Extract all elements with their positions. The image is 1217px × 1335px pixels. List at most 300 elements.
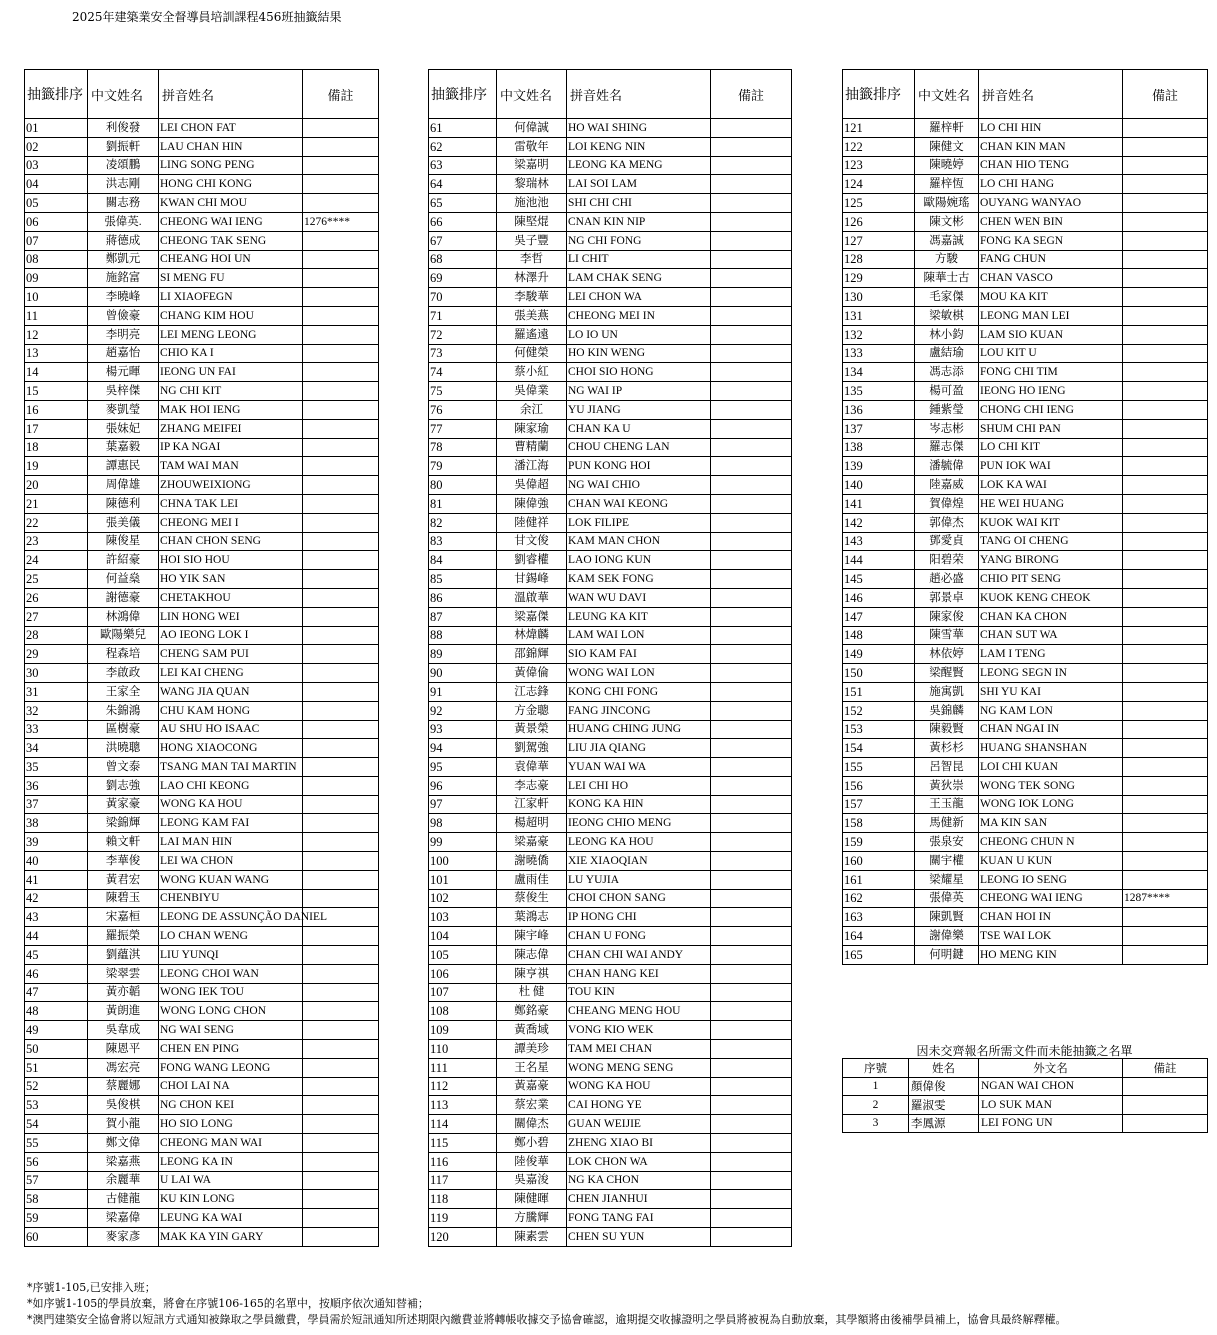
cell-note [303, 137, 379, 156]
cell-pinyin-name: CAI HONG YE [567, 1096, 711, 1115]
cell-note [711, 908, 792, 927]
cell-cn-name: 吳嘉浚 [497, 1171, 567, 1190]
cell-cn-name: 楊超明 [497, 814, 567, 833]
cell-pinyin-name: CHEONG MEI IN [567, 306, 711, 325]
cell-note [711, 288, 792, 307]
table-row [429, 1096, 792, 1115]
cell-cn-name: 謝偉樂 [915, 927, 979, 946]
cell-seq: 69 [429, 269, 497, 288]
cell-note [1123, 175, 1208, 194]
cell-note [1123, 570, 1208, 589]
cell-seq: 122 [843, 137, 915, 156]
cell-cn-name: 洪志剛 [88, 175, 159, 194]
cell-note [303, 476, 379, 495]
cell-seq: 140 [843, 476, 915, 495]
cell-cn-name: 馮嘉誠 [915, 231, 979, 250]
table-row [429, 269, 792, 288]
cell-note [711, 1209, 792, 1228]
cell-cn-name: 張偉英. [88, 212, 159, 231]
cell-cn-name: 甘文俊 [497, 532, 567, 551]
cell-seq: 05 [25, 194, 88, 213]
unable-header-note: 備註 [1123, 1059, 1208, 1078]
cell-cn-name: 張美燕 [497, 306, 567, 325]
table-row [25, 720, 379, 739]
cell-cn-name: 黃景榮 [497, 720, 567, 739]
cell-seq: 59 [25, 1209, 88, 1228]
cell-cn-name: 方騰輝 [497, 1209, 567, 1228]
cell-cn-name: 陳恩平 [88, 1040, 159, 1059]
cell-note [303, 739, 379, 758]
cell-note [303, 701, 379, 720]
cell-note [1123, 382, 1208, 401]
cell-cn-name: 陳堅焜 [497, 212, 567, 231]
cell-pinyin-name: HE WEI HUANG [979, 494, 1123, 513]
cell-pinyin-name: WONG IOK LONG [979, 795, 1123, 814]
table-row [429, 1040, 792, 1059]
cell-seq: 89 [429, 645, 497, 664]
cell-cn-name: 古健龍 [88, 1190, 159, 1209]
table-row [25, 1040, 379, 1059]
cell-cn-name: 羅振榮 [88, 927, 159, 946]
cell-pinyin-name: CNAN KIN NIP [567, 212, 711, 231]
cell-cn-name: 劉志強 [88, 776, 159, 795]
cell-note [1123, 852, 1208, 871]
cell-seq: 17 [25, 419, 88, 438]
table-row [429, 288, 792, 307]
cell-note [303, 1096, 379, 1115]
table-row [25, 814, 379, 833]
cell-pinyin-name: CHAN NGAI IN [979, 720, 1123, 739]
cell-seq: 147 [843, 607, 915, 626]
cell-cn-name: 吳俊棋 [88, 1096, 159, 1115]
table-row [429, 889, 792, 908]
cell-pinyin-name: MOU KA KIT [979, 288, 1123, 307]
cell-note [711, 363, 792, 382]
table-row [25, 269, 379, 288]
cell-note [303, 119, 379, 138]
cell-seq: 55 [25, 1134, 88, 1153]
cell-pinyin-name: HO KIN WENG [567, 344, 711, 363]
cell-seq: 74 [429, 363, 497, 382]
cell-cn-name: 黃狄崇 [915, 776, 979, 795]
cell-cn-name: 林澤升 [497, 269, 567, 288]
cell-note [711, 250, 792, 269]
cell-cn-name: 馬健新 [915, 814, 979, 833]
cell-seq: 163 [843, 908, 915, 927]
unable-seq: 1 [843, 1077, 909, 1096]
cell-note [711, 795, 792, 814]
page-title: 2025年建築業安全督導員培訓課程456班抽籤結果 [72, 10, 342, 24]
cell-pinyin-name: LEI CHON FAT [159, 119, 303, 138]
table-row [843, 833, 1208, 852]
cell-cn-name: 溫啟華 [497, 588, 567, 607]
cell-pinyin-name: MA KIN SAN [979, 814, 1123, 833]
table-row [25, 419, 379, 438]
cell-note [1123, 325, 1208, 344]
cell-seq: 86 [429, 588, 497, 607]
cell-pinyin-name: KUOK WAI KIT [979, 513, 1123, 532]
cell-note [711, 645, 792, 664]
cell-note [1123, 946, 1208, 965]
unable-foreign-name: LEI FONG UN [979, 1114, 1123, 1133]
cell-pinyin-name: HOI SIO HOU [159, 551, 303, 570]
cell-seq: 162 [843, 889, 915, 908]
cell-pinyin-name: TSANG MAN TAI MARTIN [159, 758, 303, 777]
table-row [429, 1134, 792, 1153]
cell-cn-name: 賴文軒 [88, 833, 159, 852]
table-row [429, 194, 792, 213]
cell-pinyin-name: YU JIANG [567, 400, 711, 419]
cell-cn-name: 凌頌鵬 [88, 156, 159, 175]
cell-pinyin-name: KU KIN LONG [159, 1190, 303, 1209]
cell-cn-name: 蔡俊生 [497, 889, 567, 908]
cell-pinyin-name: VONG KIO WEK [567, 1021, 711, 1040]
cell-cn-name: 黃亦韜 [88, 983, 159, 1002]
cell-note [303, 419, 379, 438]
cell-note [711, 870, 792, 889]
table-row [429, 363, 792, 382]
cell-pinyin-name: CHENBIYU [159, 889, 303, 908]
table-row [843, 852, 1208, 871]
header-seq: 抽籤排序 [429, 70, 497, 119]
cell-pinyin-name: WONG TEK SONG [979, 776, 1123, 795]
cell-pinyin-name: WONG KA HOU [567, 1077, 711, 1096]
cell-seq: 141 [843, 494, 915, 513]
header-pinyin-name: 拼音姓名 [159, 70, 303, 119]
table-row [843, 513, 1208, 532]
cell-note [303, 175, 379, 194]
table-row [429, 551, 792, 570]
cell-note [711, 927, 792, 946]
unable-name: 李鳳源 [909, 1114, 979, 1133]
cell-cn-name: 謝曉僑 [497, 852, 567, 871]
cell-note [303, 852, 379, 871]
cell-pinyin-name: AU SHU HO ISAAC [159, 720, 303, 739]
cell-pinyin-name: LEI CHI HO [567, 776, 711, 795]
cell-seq: 137 [843, 419, 915, 438]
cell-seq: 144 [843, 551, 915, 570]
cell-pinyin-name: SIO KAM FAI [567, 645, 711, 664]
cell-note [303, 1021, 379, 1040]
cell-note [303, 194, 379, 213]
unable-note [1123, 1114, 1208, 1133]
cell-pinyin-name: LEI CHON WA [567, 288, 711, 307]
cell-cn-name: 阳碧荣 [915, 551, 979, 570]
table-row [843, 250, 1208, 269]
cell-pinyin-name: PUN KONG HOI [567, 457, 711, 476]
table-row [429, 964, 792, 983]
cell-cn-name: 鄭文偉 [88, 1134, 159, 1153]
cell-seq: 14 [25, 363, 88, 382]
cell-seq: 92 [429, 701, 497, 720]
cell-pinyin-name: CHEN EN PING [159, 1040, 303, 1059]
cell-seq: 127 [843, 231, 915, 250]
cell-seq: 152 [843, 701, 915, 720]
cell-seq: 114 [429, 1115, 497, 1134]
cell-note [1123, 494, 1208, 513]
cell-pinyin-name: CHAN WAI KEONG [567, 494, 711, 513]
cell-seq: 45 [25, 946, 88, 965]
cell-cn-name: 吳梓傑 [88, 382, 159, 401]
table-row [429, 626, 792, 645]
table-row [843, 156, 1208, 175]
cell-note: 1287**** [1123, 889, 1208, 908]
cell-seq: 109 [429, 1021, 497, 1040]
cell-note [1123, 344, 1208, 363]
cell-note [711, 1228, 792, 1247]
cell-seq: 160 [843, 852, 915, 871]
cell-seq: 151 [843, 682, 915, 701]
table-row [843, 532, 1208, 551]
cell-note [1123, 194, 1208, 213]
cell-pinyin-name: LEONG KA HOU [567, 833, 711, 852]
cell-seq: 98 [429, 814, 497, 833]
table-row [429, 1152, 792, 1171]
cell-seq: 42 [25, 889, 88, 908]
table-row [25, 156, 379, 175]
cell-pinyin-name: CHAN VASCO [979, 269, 1123, 288]
cell-note [303, 833, 379, 852]
cell-note [303, 889, 379, 908]
cell-cn-name: 林依婷 [915, 645, 979, 664]
cell-note [711, 814, 792, 833]
cell-pinyin-name: IP HONG CHI [567, 908, 711, 927]
table-row [429, 457, 792, 476]
table-row [429, 476, 792, 495]
cell-cn-name: 葉鴻志 [497, 908, 567, 927]
cell-seq: 91 [429, 682, 497, 701]
table-row [843, 400, 1208, 419]
cell-cn-name: 黃嘉豪 [497, 1077, 567, 1096]
cell-note [1123, 306, 1208, 325]
cell-pinyin-name: CHEN JIANHUI [567, 1190, 711, 1209]
table-row [429, 119, 792, 138]
cell-note [1123, 269, 1208, 288]
header-pinyin-name: 拼音姓名 [567, 70, 711, 119]
cell-pinyin-name: CHONG CHI IENG [979, 400, 1123, 419]
cell-note [711, 776, 792, 795]
unable-seq: 2 [843, 1096, 909, 1115]
cell-note [711, 419, 792, 438]
cell-seq: 48 [25, 1002, 88, 1021]
table-row [843, 570, 1208, 589]
cell-cn-name: 梁嘉豪 [497, 833, 567, 852]
cell-seq: 32 [25, 701, 88, 720]
cell-note [303, 1134, 379, 1153]
cell-seq: 26 [25, 588, 88, 607]
table-row [843, 682, 1208, 701]
cell-seq: 90 [429, 664, 497, 683]
cell-pinyin-name: CHEONG MAN WAI [159, 1134, 303, 1153]
cell-cn-name: 賀小龍 [88, 1115, 159, 1134]
table-row [843, 645, 1208, 664]
cell-cn-name: 羅志傑 [915, 438, 979, 457]
cell-pinyin-name: CHOI CHON SANG [567, 889, 711, 908]
cell-cn-name: 陳素雲 [497, 1228, 567, 1247]
cell-cn-name: 羅梓軒 [915, 119, 979, 138]
cell-cn-name: 陳凱賢 [915, 908, 979, 927]
table-row [843, 306, 1208, 325]
cell-pinyin-name: LEONG IO SENG [979, 870, 1123, 889]
cell-pinyin-name: CHENG SAM PUI [159, 645, 303, 664]
table-row [843, 1077, 1208, 1096]
cell-pinyin-name: LEONG MAN LEI [979, 306, 1123, 325]
cell-pinyin-name: CHAN KA CHON [979, 607, 1123, 626]
table-row [25, 476, 379, 495]
cell-pinyin-name: SI MENG FU [159, 269, 303, 288]
table-row [429, 344, 792, 363]
table-row [25, 626, 379, 645]
cell-note [303, 344, 379, 363]
cell-note [711, 1134, 792, 1153]
cell-note [1123, 720, 1208, 739]
cell-seq: 23 [25, 532, 88, 551]
cell-seq: 35 [25, 758, 88, 777]
unable-list-table [842, 1058, 1208, 1133]
cell-pinyin-name: LOK CHON WA [567, 1152, 711, 1171]
cell-note [1123, 250, 1208, 269]
cell-cn-name: 陳健暉 [497, 1190, 567, 1209]
unable-list-title: 因未交齊報名所需文件而未能抽籤之名單 [916, 1044, 1133, 1058]
cell-seq: 136 [843, 400, 915, 419]
cell-pinyin-name: LAM I TENG [979, 645, 1123, 664]
cell-note [711, 1021, 792, 1040]
cell-seq: 117 [429, 1171, 497, 1190]
cell-note [1123, 682, 1208, 701]
cell-cn-name: 蔡宏業 [497, 1096, 567, 1115]
table-row [429, 306, 792, 325]
cell-seq: 113 [429, 1096, 497, 1115]
cell-note [1123, 814, 1208, 833]
cell-pinyin-name: YUAN WAI WA [567, 758, 711, 777]
table-row [429, 513, 792, 532]
cell-cn-name: 黎瑞林 [497, 175, 567, 194]
cell-cn-name: 陳家俊 [915, 607, 979, 626]
cell-note [711, 1190, 792, 1209]
cell-cn-name: 何益燊 [88, 570, 159, 589]
cell-pinyin-name: LIN HONG WEI [159, 607, 303, 626]
cell-seq: 29 [25, 645, 88, 664]
cell-seq: 30 [25, 664, 88, 683]
cell-note [711, 1152, 792, 1171]
cell-pinyin-name: FONG TANG FAI [567, 1209, 711, 1228]
cell-cn-name: 李華俊 [88, 852, 159, 871]
cell-pinyin-name: WONG KUAN WANG [159, 870, 303, 889]
cell-pinyin-name: LEI KAI CHENG [159, 664, 303, 683]
cell-seq: 93 [429, 720, 497, 739]
table-row [429, 532, 792, 551]
cell-cn-name: 程森培 [88, 645, 159, 664]
cell-cn-name: 何偉誠 [497, 119, 567, 138]
cell-cn-name: 黃朗進 [88, 1002, 159, 1021]
cell-note [1123, 231, 1208, 250]
cell-note [303, 325, 379, 344]
cell-cn-name: 陳雪華 [915, 626, 979, 645]
cell-cn-name: 黃偉倫 [497, 664, 567, 683]
cell-seq: 143 [843, 532, 915, 551]
cell-cn-name: 雷敬年 [497, 137, 567, 156]
cell-seq: 63 [429, 156, 497, 175]
cell-pinyin-name: FONG WANG LEONG [159, 1058, 303, 1077]
cell-pinyin-name: KAM MAN CHON [567, 532, 711, 551]
cell-cn-name: 葉嘉毅 [88, 438, 159, 457]
table-row [429, 645, 792, 664]
cell-seq: 118 [429, 1190, 497, 1209]
cell-pinyin-name: HO WAI SHING [567, 119, 711, 138]
unable-header-foreign: 外文名 [979, 1059, 1123, 1078]
table-row [25, 212, 379, 231]
cell-pinyin-name: SHUM CHI PAN [979, 419, 1123, 438]
table-row [843, 288, 1208, 307]
cell-seq: 21 [25, 494, 88, 513]
table-row [843, 607, 1208, 626]
cell-cn-name: 陳家瑜 [497, 419, 567, 438]
cell-note [303, 1115, 379, 1134]
cell-note [711, 1077, 792, 1096]
cell-note [303, 814, 379, 833]
cell-pinyin-name: LEUNG KA WAI [159, 1209, 303, 1228]
cell-seq: 100 [429, 852, 497, 871]
header-note: 備註 [1123, 70, 1208, 119]
cell-note [303, 1077, 379, 1096]
cell-cn-name: 陳文彬 [915, 212, 979, 231]
cell-note [711, 720, 792, 739]
cell-pinyin-name: CHNA TAK LEI [159, 494, 303, 513]
cell-seq: 138 [843, 438, 915, 457]
cell-note [1123, 457, 1208, 476]
cell-pinyin-name: LOK FILIPE [567, 513, 711, 532]
cell-pinyin-name: CHOI LAI NA [159, 1077, 303, 1096]
cell-pinyin-name: CHAN KA U [567, 419, 711, 438]
cell-seq: 36 [25, 776, 88, 795]
cell-seq: 135 [843, 382, 915, 401]
cell-pinyin-name: SHI CHI CHI [567, 194, 711, 213]
cell-note [711, 682, 792, 701]
cell-note [1123, 513, 1208, 532]
cell-note [711, 137, 792, 156]
cell-cn-name: 潘毓偉 [915, 457, 979, 476]
cell-note [1123, 400, 1208, 419]
table-row [25, 682, 379, 701]
table-row [429, 231, 792, 250]
cell-pinyin-name: NG KA CHON [567, 1171, 711, 1190]
cell-pinyin-name: LEONG KA IN [159, 1152, 303, 1171]
cell-note [303, 382, 379, 401]
cell-note [303, 513, 379, 532]
cell-pinyin-name: LEI MENG LEONG [159, 325, 303, 344]
cell-seq: 120 [429, 1228, 497, 1247]
cell-note [711, 852, 792, 871]
cell-pinyin-name: CHIO PIT SENG [979, 570, 1123, 589]
table-row [25, 607, 379, 626]
cell-cn-name: 楊可盈 [915, 382, 979, 401]
cell-cn-name: 關志務 [88, 194, 159, 213]
table-row [25, 1096, 379, 1115]
table-row [429, 1171, 792, 1190]
cell-pinyin-name: NG CHI KIT [159, 382, 303, 401]
cell-seq: 110 [429, 1040, 497, 1059]
cell-seq: 75 [429, 382, 497, 401]
cell-seq: 44 [25, 927, 88, 946]
table-row [25, 795, 379, 814]
cell-pinyin-name: IEONG CHIO MENG [567, 814, 711, 833]
cell-cn-name: 黃家豪 [88, 795, 159, 814]
table-row [843, 494, 1208, 513]
table-row [429, 814, 792, 833]
cell-seq: 159 [843, 833, 915, 852]
unable-seq: 3 [843, 1114, 909, 1133]
cell-note [711, 532, 792, 551]
